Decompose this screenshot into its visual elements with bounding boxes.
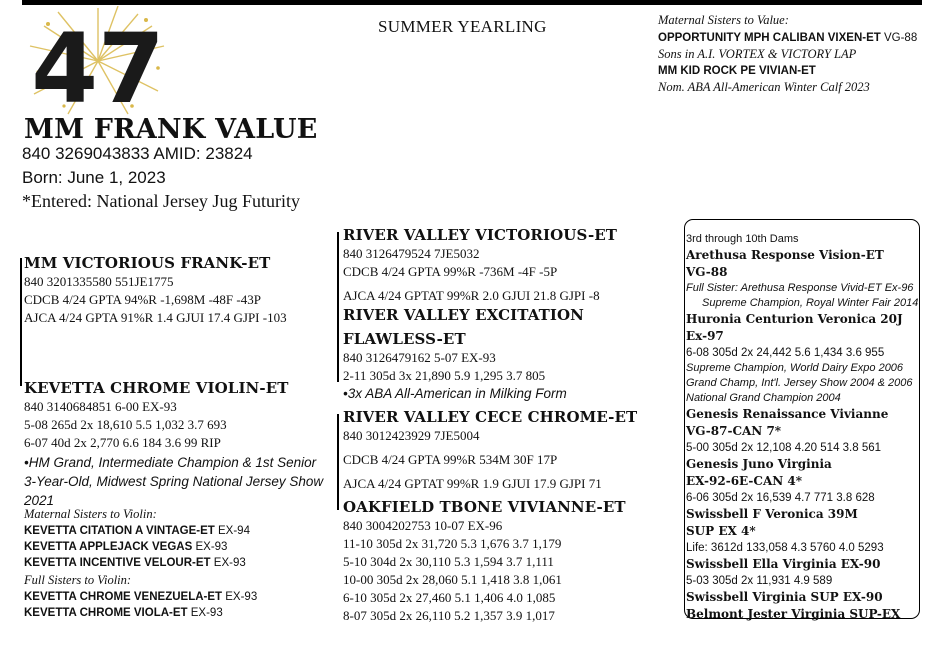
dam-sire-cdcb: CDCB 4/24 GPTA 99%R 534M 30F 17P [343, 452, 558, 467]
dam-honor-line: Supreme Champion, Royal Winter Fair 2014 [702, 297, 919, 309]
dam-dam-record: 5-10 304d 2x 30,110 5.3 1,594 3.7 1,111 [343, 554, 554, 569]
dam-record-line: 5-00 305d 2x 12,108 4.20 514 3.8 561 [686, 442, 882, 454]
dam-dam-record: 8-07 305d 2x 26,110 5.2 1,357 3.9 1,017 [343, 608, 555, 623]
dam-record-1: 5-08 265d 2x 18,610 5.5 1,032 3.7 693 [24, 417, 227, 432]
sire-dam-id: 840 3126479162 5-07 EX-93 [343, 350, 496, 365]
dam-sire-name: RIVER VALLEY CECE CHROME-ET [343, 408, 638, 426]
dam-record-2: 6-07 40d 2x 2,770 6.6 184 3.6 99 RIP [24, 435, 221, 450]
dam-dam-record: 10-00 305d 2x 28,060 5.1 1,418 3.8 1,061 [343, 572, 562, 587]
dam-honor-line: Full Sister: Arethusa Response Vivid-ET Ex-96 [686, 282, 914, 294]
dam-record-line: 6-08 305d 2x 24,442 5.6 1,434 3.6 955 [686, 347, 885, 359]
sire-cdcb: CDCB 4/24 GPTA 94%R -1,698M -48F -43P [24, 292, 261, 307]
other-sister-note: Nom. ABA All-American Winter Calf 2023 [658, 80, 870, 94]
dam-name-line: Genesis Renaissance Vivianne [686, 407, 889, 421]
dam-name: KEVETTA CHROME VIOLIN-ET [24, 379, 289, 397]
dam-name-line: Arethusa Response Vision-ET [686, 248, 884, 262]
maternal-sisters-panel [658, 12, 934, 96]
top-rule [22, 0, 922, 5]
dam-name-line: SUP EX 4* [686, 524, 756, 538]
animal-name: MM FRANK VALUE [24, 114, 318, 145]
dam-honor-line: National Grand Champion 2004 [686, 392, 841, 404]
dam-maternal-sister: KEVETTA APPLEJACK VEGAS EX-93 [24, 541, 228, 553]
sire-ajca: AJCA 4/24 GPTA 91%R 1.4 GJUI 17.4 GJPI -103 [24, 310, 287, 325]
dam-record-line: 5-03 305d 2x 11,931 4.9 589 [686, 575, 833, 587]
dam-id: 840 3140684851 6-00 EX-93 [24, 399, 177, 414]
dam-name-line: Swissbell Ella Virginia EX-90 [686, 557, 881, 571]
sire-name: MM VICTORIOUS FRANK-ET [24, 254, 271, 272]
dam-honor-line: Grand Champ, Int'l. Jersey Show 2004 & 2006 [686, 377, 913, 389]
sire-side-bracket [337, 232, 339, 382]
dam-name-line: Swissbell Virginia SUP EX-90 [686, 590, 883, 604]
dam-name-line: Huronia Centurion Veronica 20J [686, 312, 903, 326]
dam-record-line: 6-06 305d 2x 16,539 4.7 771 3.8 628 [686, 492, 875, 504]
sire-id: 840 3201335580 551JE1775 [24, 274, 174, 289]
sire-sire-id: 840 3126479524 7JE5032 [343, 246, 480, 261]
dam-maternal-sister: KEVETTA CITATION A VINTAGE-ET EX-94 [24, 525, 250, 537]
dam-dam-record: 11-10 305d 2x 31,720 5.3 1,676 3.7 1,179 [343, 536, 562, 551]
dam-full-sisters-label: Full Sisters to Violin: [24, 573, 132, 587]
maternal-sister-entry: OPPORTUNITY MPH CALIBAN VIXEN-ET VG-88 [658, 31, 918, 44]
dam-full-sister: KEVETTA CHROME VIOLA-ET EX-93 [24, 607, 223, 619]
sons-label: Sons in A.I. VORTEX & VICTORY LAP [658, 47, 857, 61]
dam-name-line: Belmont Jester Virginia SUP-EX [686, 607, 901, 621]
dam-name-line: Genesis Juno Virginia [686, 457, 832, 471]
dam-dam-record: 6-10 305d 2x 27,460 5.1 1,406 4.0 1,085 [343, 590, 556, 605]
dams-list [686, 231, 918, 623]
dam-full-sister: KEVETTA CHROME VENEZUELA-ET EX-93 [24, 591, 258, 603]
dams-box-header: 3rd through 10th Dams [686, 233, 799, 245]
animal-ids: 840 3269043833 AMID: 23824 [22, 144, 253, 163]
other-sister-name: MM KID ROCK PE VIVIAN-ET [658, 64, 816, 77]
sire-bracket [20, 258, 22, 386]
dam-name-line: VG-88 [686, 265, 728, 279]
dam-dam-name: OAKFIELD TBONE VIVIANNE-ET [343, 498, 626, 516]
dam-maternal-sisters-label: Maternal Sisters to Violin: [24, 507, 157, 521]
sire-sire-ajca: AJCA 4/24 GPTAT 99%R 2.0 GJUI 21.8 GJPI -8 [343, 288, 600, 303]
dam-record-line: Life: 3612d 133,058 4.3 5760 4.0 5293 [686, 542, 884, 554]
lot-number-logo [28, 6, 168, 116]
maternal-sisters-label: Maternal Sisters to Value: [658, 13, 789, 27]
sale-name: SUMMER YEARLING [378, 17, 547, 36]
entered-note: *Entered: National Jersey Jug Futurity [22, 191, 300, 211]
dam-name-line: Swissbell F Veronica 39M [686, 507, 858, 521]
dam-maternal-sister: KEVETTA INCENTIVE VELOUR-ET EX-93 [24, 557, 246, 569]
dam-name-line: Ex-97 [686, 329, 724, 343]
sire-sire-cdcb: CDCB 4/24 GPTA 99%R -736M -4F -5P [343, 264, 558, 279]
dam-side-bracket [337, 414, 339, 510]
sire-dam-name-line1: RIVER VALLEY EXCITATION [343, 306, 584, 324]
dam-honor-note: •HM Grand, Intermediate Champion & 1st Senior 3-Year-Old, Midwest Spring National Jersey Show 2021 [24, 455, 324, 508]
sire-dam-record: 2-11 305d 3x 21,890 5.9 1,295 3.7 805 [343, 368, 546, 383]
dam-honor-line: Supreme Champion, World Dairy Expo 2006 [686, 362, 904, 374]
dam-sire-id: 840 3012423929 7JE5004 [343, 428, 480, 443]
sire-dam-note: •3x ABA All-American in Milking Form [343, 386, 567, 401]
dam-sire-ajca: AJCA 4/24 GPTAT 99%R 1.9 GJUI 17.9 GJPI 71 [343, 476, 602, 491]
sire-sire-name: RIVER VALLEY VICTORIOUS-ET [343, 226, 618, 244]
dam-name-line: EX-92-6E-CAN 4* [686, 474, 803, 488]
birth-date: Born: June 1, 2023 [22, 168, 166, 187]
dam-dam-id: 840 3004202753 10-07 EX-96 [343, 518, 503, 533]
dam-name-line: VG-87-CAN 7* [686, 424, 782, 438]
sire-dam-name-line2: FLAWLESS-ET [343, 330, 466, 348]
lot-number: 47 [31, 13, 165, 116]
